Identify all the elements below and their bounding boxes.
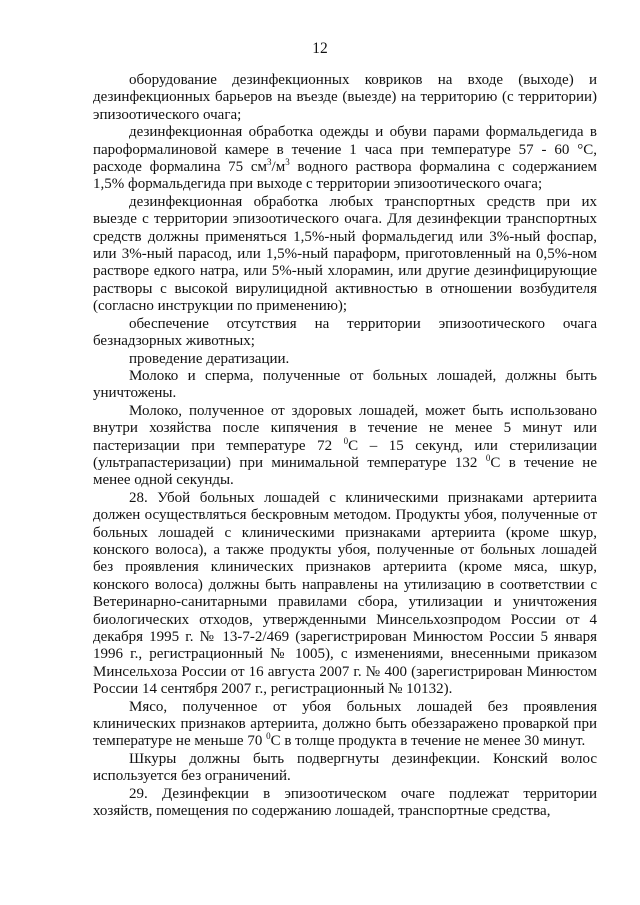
paragraph: проведение дератизации. (129, 350, 290, 367)
paragraph (93, 124, 597, 194)
paragraph: Молоко и сперма, полученные от больных лошадей, должны быть уничтожены. (93, 367, 597, 402)
text-run: Мясо, полученное от убоя больных лошадей без проявления клинических признаков артериита, должно быть обеззаражено проваркой при температуре не меньше 70 (93, 698, 597, 750)
paragraph: 28. Убой больных лошадей с клиническими признаками артериита должен осуществляться бескровным методом. Продукты убоя, полученные от больных лошадей с клиническими признаками артериита (кроме шкур, конского волоса), а также продукты убоя, полученные от больных лошадей без проявления клинических признаков артериита (кроме мяса, шкур, конского волоса) должны быть направлены на утилизацию в соответствии с Ветеринарно-санитарными правилами сбора, утилизации и уничтожения биологических отходов, утвержденными Минсельхозпродом России от 4 декабря 1995 г. № 13-7-2/469 (зарегистрирован Минюстом России 5 января 1996 г., регистрационный № 1005), с изменениями, внесенными приказом Минсельхоза России от 16 августа 2007 г. № 400 (зарегистрирован Минюстом России 14 сентября 2007 г., регистрационный № 10132). (93, 489, 597, 698)
superscript: 0 (485, 452, 491, 463)
text-run: С в течение не менее одной секунды. (93, 454, 597, 489)
superscript: 0 (266, 731, 271, 742)
text-run: /м (271, 159, 286, 176)
paragraph (93, 403, 597, 490)
text-run: дезинфекционная обработка одежды и обуви парами формальдегида в пароформалиновой камере в течение 1 часа при температуре 57 - 60 °С, расходе формалина 75 см (93, 124, 597, 176)
paragraph (93, 699, 597, 751)
text-run: водного раствора формалина с содержанием 1,5% формальдегида при выходе с территории эпизоотического очага; (93, 159, 597, 193)
text-run: С в толще продукта в течение не менее 30 минут. (270, 733, 586, 750)
text-run: Молоко, полученное от здоровых лошадей, может быть использовано внутри хозяйства после кипячения в течение не менее 5 минут или пастеризации при температуре 72 (93, 402, 597, 454)
paragraph: Шкуры должны быть подвергнуты дезинфекции. Конский волос используется без ограничений. (93, 750, 597, 785)
document-body (93, 72, 597, 820)
text-run: С – 15 секунд, или стерилизации (ультрапастеризации) при минимальной температуре 132 (93, 437, 598, 471)
page-number: 12 (312, 40, 328, 57)
superscript: 3 (267, 157, 272, 168)
superscript: 3 (285, 157, 290, 168)
superscript: 0 (343, 435, 349, 446)
paragraph: оборудование дезинфекционных ковриков на входе (выходе) и дезинфекционных барьеров на въезде (выезде) на территорию (с территории) эпизоотического очага; (93, 72, 597, 123)
paragraph: 29. Дезинфекции в эпизоотическом очаге подлежат территории хозяйств, помещения по содержанию лошадей, транспортные средства, (93, 785, 597, 820)
paragraph: обеспечение отсутствия на территории эпизоотического очага безнадзорных животных; (93, 315, 597, 350)
paragraph: дезинфекционная обработка любых транспортных средств при их выезде с территории эпизоотического очага. Для дезинфекции транспортных средств должны применяться 1,5%-ный формальдегид или 3%-ный фоспар, или 3%-ный парасод, или 1,5%-ный параформ, приготовленный на 0,5%-ном растворе едкого натра, или 5%-ный хлорамин, или другие дезинфицирующие растворы с высокой вирулицидной активностью в отношении возбудителя (согласно инструкции по применению); (93, 193, 597, 315)
